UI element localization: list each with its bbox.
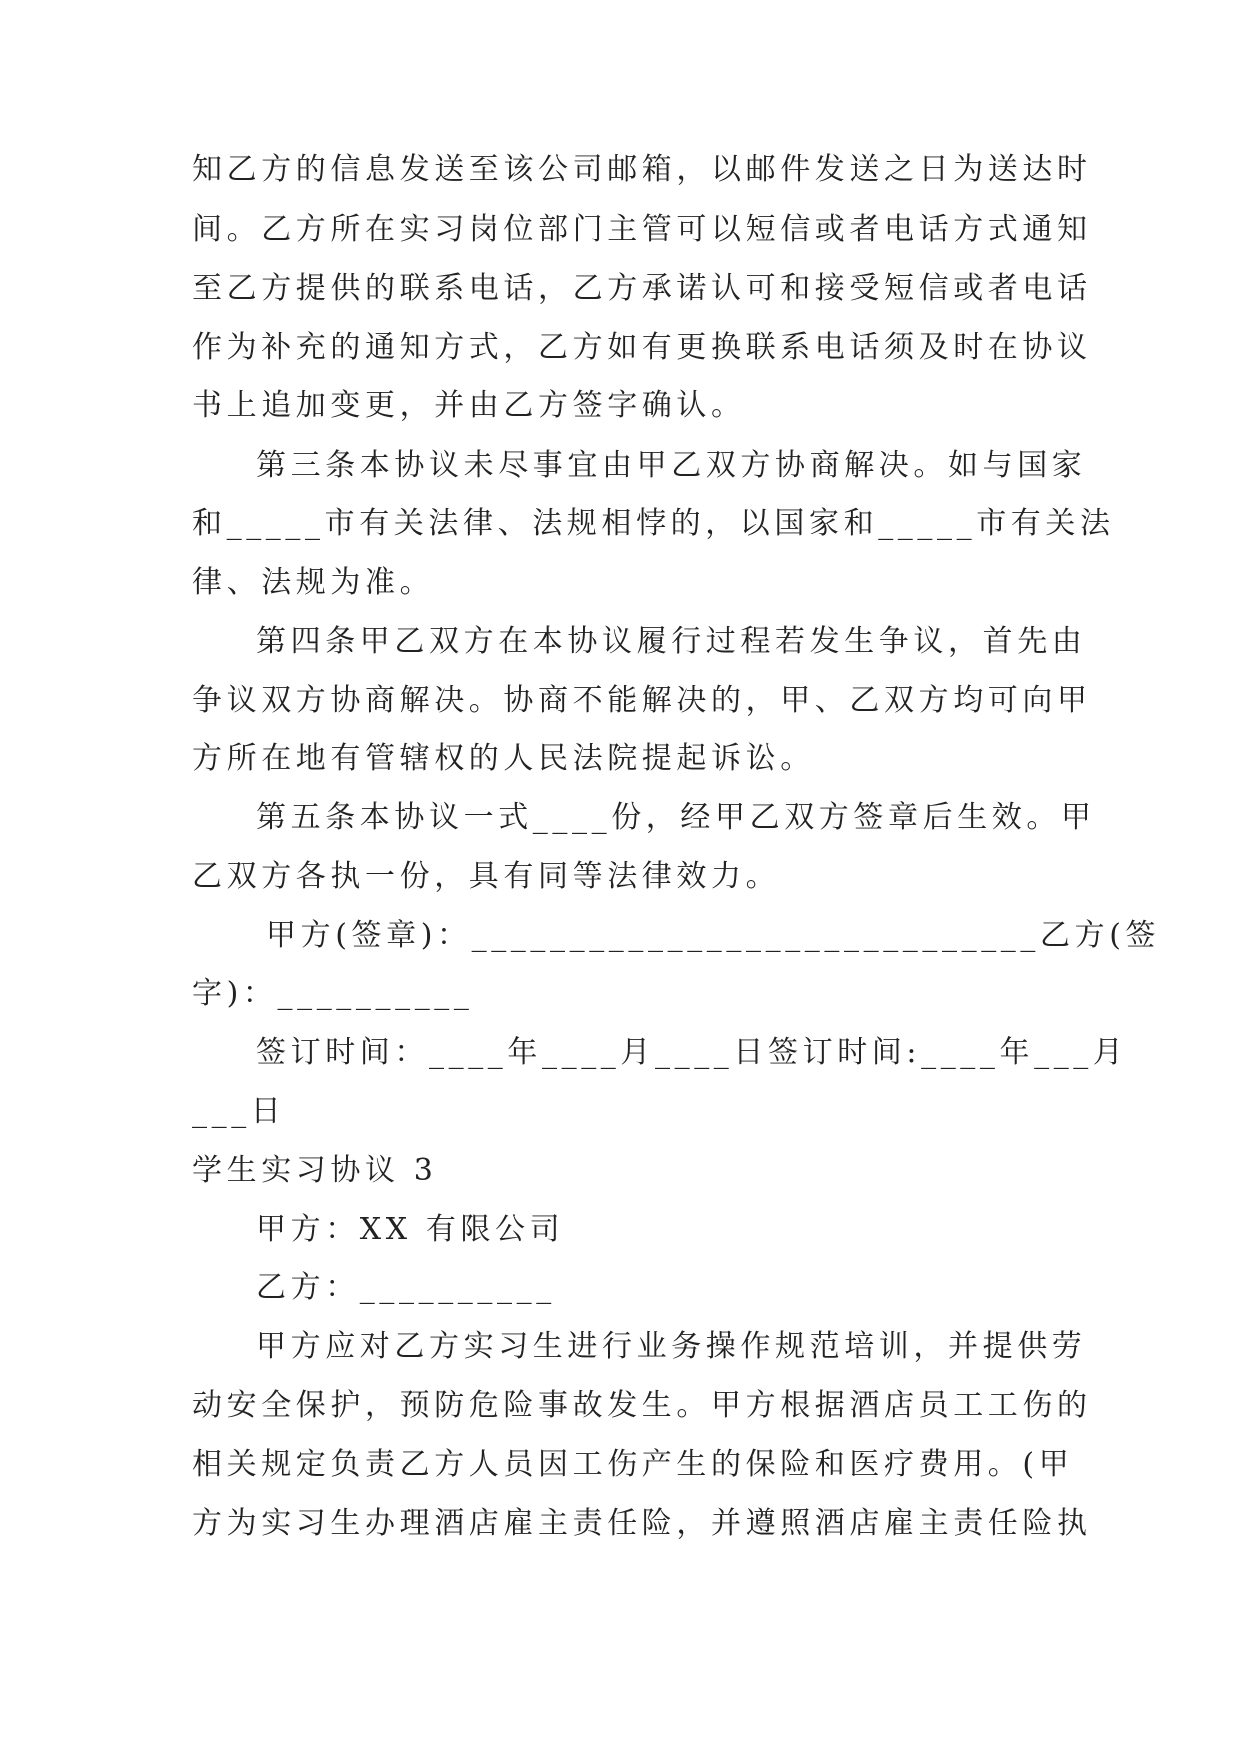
paragraph-line-4: 方为实习生办理酒店雇主责任险，并遵照酒店雇主责任险执 (192, 1506, 1092, 1541)
paragraph-line-1: 甲方应对乙方实习生进行业务操作规范培训，并提供劳 (256, 1329, 1087, 1364)
party-b-line: 乙方：__________ (256, 1270, 556, 1305)
article-5-line-1: 第五条本协议一式____份，经甲乙双方签章后生效。甲 (256, 800, 1096, 835)
text-line-4: 作为补充的通知方式，乙方如有更换联系电话须及时在协议 (192, 330, 1092, 365)
signing-date-line-1: 签订时间：____年____月____日签订时间:____年___月 (256, 1035, 1128, 1070)
party-a-line: 甲方：XX 有限公司 (256, 1212, 565, 1247)
article-4-line-1: 第四条甲乙双方在本协议履行过程若发生争议，首先由 (256, 624, 1087, 659)
signing-date-line-2: ___日 (192, 1094, 286, 1129)
section-title: 学生实习协议 3 (192, 1153, 438, 1188)
text-line-3: 至乙方提供的联系电话，乙方承诺认可和接受短信或者电话 (192, 271, 1092, 306)
text-line-5: 书上追加变更，并由乙方签字确认。 (192, 388, 746, 423)
article-3-line-1: 第三条本协议未尽事宜由甲乙双方协商解决。如与国家 (256, 448, 1087, 483)
article-5-line-2: 乙双方各执一份，具有同等法律效力。 (192, 859, 781, 894)
article-4-line-3: 方所在地有管辖权的人民法院提起诉讼。 (192, 741, 815, 776)
paragraph-line-3: 相关规定负责乙方人员因工伤产生的保险和医疗费用。(甲 (192, 1447, 1074, 1482)
text-line-1: 知乙方的信息发送至该公司邮箱，以邮件发送之日为送达时 (192, 152, 1092, 187)
signature-line-2: 字)：__________ (192, 976, 474, 1011)
signature-line-1: 甲方(签章)：_____________________________乙方(签 (266, 918, 1161, 953)
article-3-line-3: 律、法规为准。 (192, 565, 435, 600)
article-4-line-2: 争议双方协商解决。协商不能解决的，甲、乙双方均可向甲 (192, 683, 1092, 718)
article-3-line-2: 和_____市有关法律、法规相悖的，以国家和_____市有关法 (192, 506, 1115, 541)
paragraph-line-2: 动安全保护，预防危险事故发生。甲方根据酒店员工工伤的 (192, 1388, 1092, 1423)
text-line-2: 间。乙方所在实习岗位部门主管可以短信或者电话方式通知 (192, 212, 1092, 247)
